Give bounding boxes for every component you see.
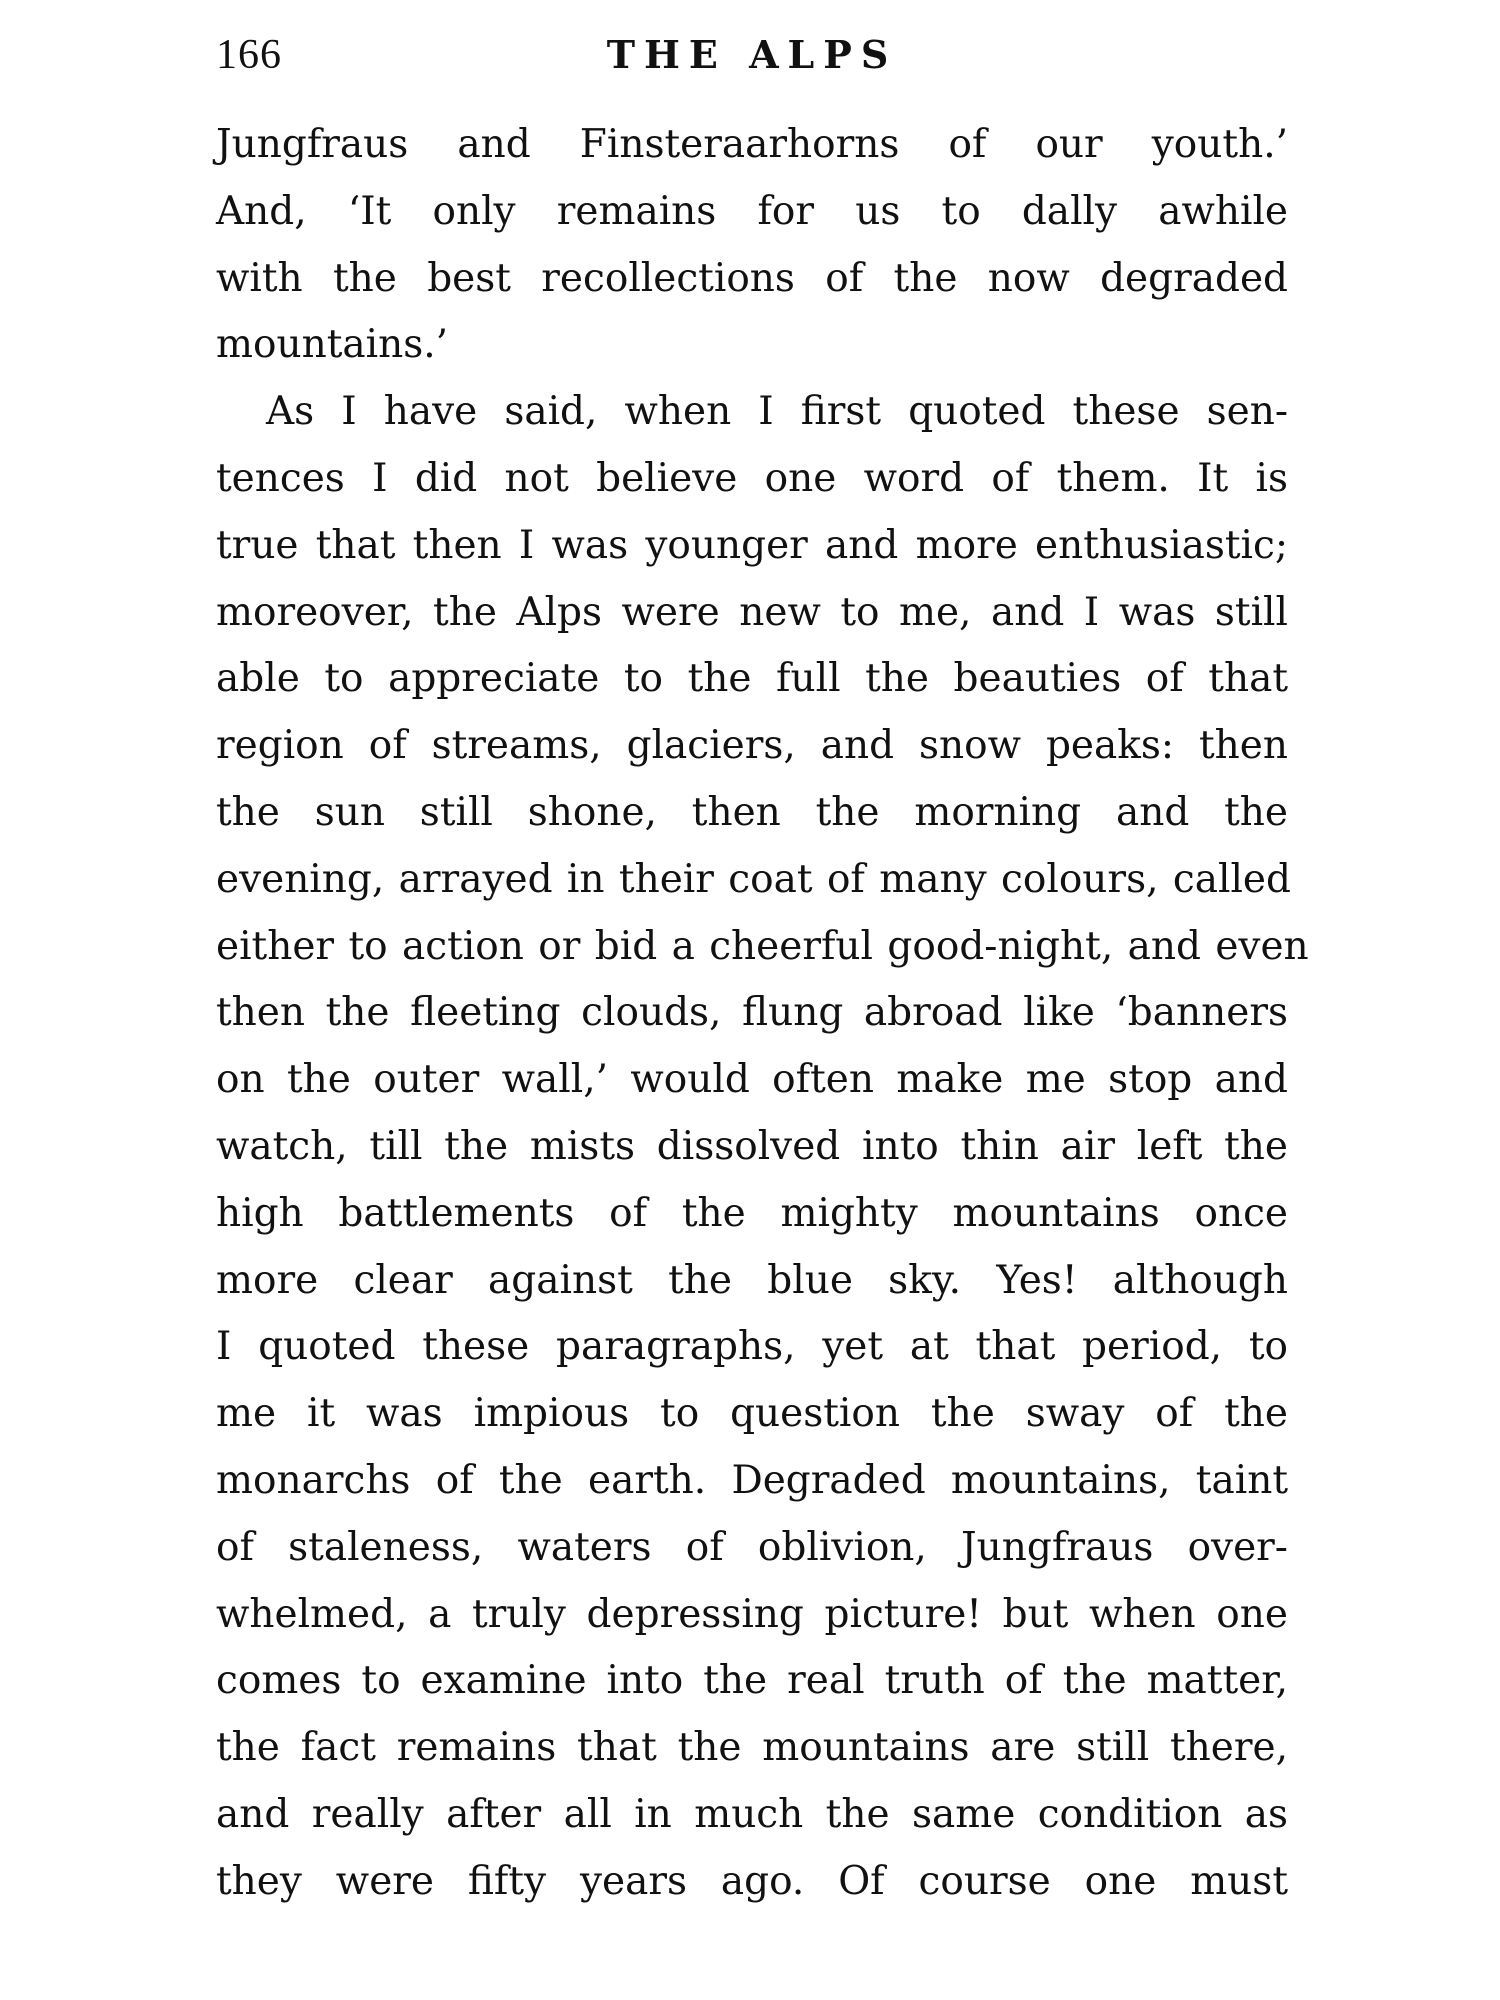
- text-line: then the fleeting clouds, flung abroad like ‘banners: [216, 990, 1288, 1036]
- text-line: tences I did not believe one word of them. It is: [216, 455, 1288, 501]
- text-line: As I have said, when I first quoted these sen-: [266, 389, 1288, 435]
- text-line: region of streams, glaciers, and snow peaks: then: [216, 723, 1288, 769]
- body-text: [216, 112, 1309, 1916]
- text-line: high battlements of the mighty mountains once: [216, 1190, 1288, 1236]
- text-line: of staleness, waters of oblivion, Jungfraus over-: [216, 1524, 1288, 1570]
- running-head: [216, 30, 1288, 80]
- text-line: I quoted these paragraphs, yet at that period, to: [216, 1324, 1288, 1370]
- text-line: with the best recollections of the now degraded: [216, 255, 1288, 301]
- text-line: mountains.’: [216, 322, 449, 368]
- text-line: evening, arrayed in their coat of many colours, called: [216, 856, 1291, 902]
- text-line: moreover, the Alps were new to me, and I was still: [216, 589, 1288, 635]
- text-line: and really after all in much the same condition as: [216, 1791, 1288, 1837]
- text-line: true that then I was younger and more enthusiastic;: [216, 522, 1288, 568]
- text-line: me it was impious to question the sway of the: [216, 1391, 1288, 1437]
- text-line: more clear against the blue sky. Yes! although: [216, 1257, 1288, 1303]
- text-line: comes to examine into the real truth of the matter,: [216, 1658, 1288, 1704]
- text-line: the fact remains that the mountains are still there,: [216, 1725, 1288, 1771]
- text-line: monarchs of the earth. Degraded mountains, taint: [216, 1457, 1288, 1503]
- text-line: watch, till the mists dissolved into thin air left the: [216, 1123, 1288, 1169]
- page-number: 166: [216, 32, 282, 78]
- text-line: the sun still shone, then the morning and the: [216, 789, 1288, 835]
- text-line: And, ‘It only remains for us to dally awhile: [216, 188, 1288, 234]
- text-line: whelmed, a truly depressing picture! but when one: [216, 1591, 1288, 1637]
- text-line: either to action or bid a cheerful good-night, and even: [216, 923, 1309, 969]
- text-line: able to appreciate to the full the beauties of that: [216, 656, 1288, 702]
- text-line: Jungfraus and Finsteraarhorns of our youth.’: [216, 122, 1288, 167]
- running-title: THE ALPS: [606, 32, 898, 77]
- text-line: they were fifty years ago. Of course one must: [216, 1858, 1288, 1904]
- text-line: on the outer wall,’ would often make me stop and: [216, 1057, 1288, 1103]
